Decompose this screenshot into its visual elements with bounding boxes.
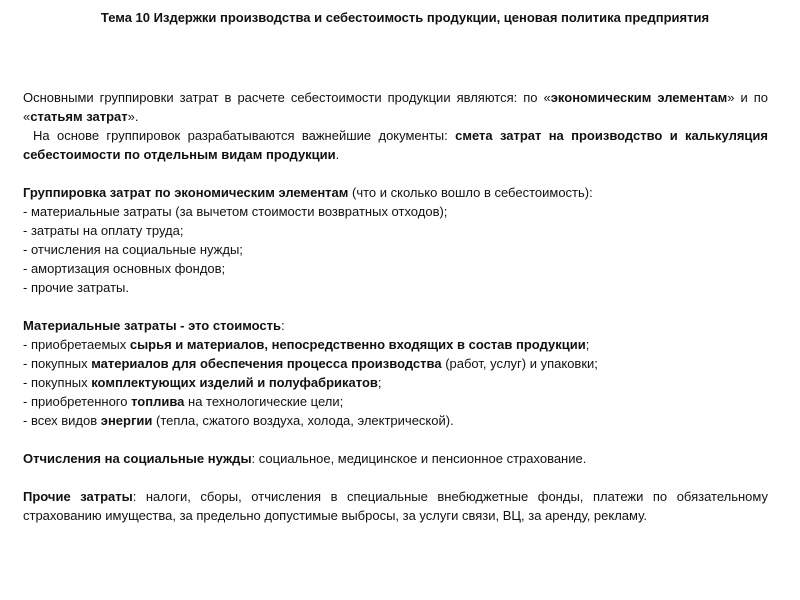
list-item: [23, 335, 768, 354]
section-heading: Группировка затрат по экономическим элементам: [23, 185, 349, 200]
spacer: [23, 468, 768, 487]
section-text: : социальное, медицинское и пенсионное страхование.: [251, 451, 587, 466]
section-heading: Материальные затраты - это стоимость: [23, 318, 282, 333]
list-term: топлива: [131, 394, 185, 409]
list-text: (работ, услуг) и упаковки;: [441, 356, 598, 371]
section-text: : налоги, сборы, отчисления в специальные внебюджетные фонды, платежи по обязательному страхованию имущества, за предельно допустимые выбросы, за услуги связи, ВЦ, за аренду, рекламу.: [23, 489, 768, 523]
slide-body: [23, 88, 768, 525]
social-contributions-paragraph: [23, 449, 768, 468]
intro-text: Основными группировки затрат в расчете себестоимости продукции являются: по «: [23, 90, 551, 105]
economic-elements-heading: [23, 183, 768, 202]
list-text: - покупных: [23, 375, 92, 390]
other-costs-paragraph: [23, 487, 768, 525]
material-costs-heading: [23, 316, 768, 335]
section-heading: Прочие затраты: [23, 489, 133, 504]
spacer: [23, 164, 768, 183]
list-text: ;: [585, 337, 590, 352]
intro-text: .: [335, 147, 340, 162]
list-text: на технологические цели;: [184, 394, 344, 409]
intro-term-economic-elements: экономическим элементам: [550, 90, 728, 105]
intro-term-cost-items: статьям затрат: [30, 109, 128, 124]
slide-title: Тема 10 Издержки производства и себестоимость продукции, ценовая политика предприятия: [100, 10, 710, 25]
intro-text: » и по «: [23, 90, 768, 124]
list-item: [23, 373, 768, 392]
list-item: - затраты на оплату труда;: [23, 223, 184, 238]
section-heading-note: (что и сколько вошло в себестоимость):: [348, 185, 593, 200]
list-text: - приобретенного: [23, 394, 132, 409]
list-item: - амортизация основных фондов;: [23, 261, 226, 276]
intro-paragraph-documents: [23, 126, 768, 164]
list-item: [23, 354, 768, 373]
intro-term-documents: смета затрат на производство и калькуляция себестоимости по отдельным видам продукции: [23, 128, 768, 162]
intro-text: На основе группировок разрабатываются важнейшие документы:: [33, 128, 456, 143]
list-term: комплектующих изделий и полуфабрикатов: [91, 375, 378, 390]
spacer: [23, 297, 768, 316]
intro-paragraph-groupings: [23, 88, 768, 126]
list-item: - материальные затраты (за вычетом стоимости возвратных отходов);: [23, 204, 448, 219]
list-term: материалов для обеспечения процесса производства: [91, 356, 442, 371]
list-term: энергии: [100, 413, 153, 428]
list-text: - приобретаемых: [23, 337, 130, 352]
section-heading-note: :: [281, 318, 285, 333]
spacer: [23, 430, 768, 449]
list-text: - покупных: [23, 356, 92, 371]
intro-text: ».: [127, 109, 139, 124]
list-text: - всех видов: [23, 413, 101, 428]
list-item: - прочие затраты.: [23, 280, 129, 295]
list-item: [23, 392, 768, 411]
list-item: [23, 411, 768, 430]
list-text: (тепла, сжатого воздуха, холода, электрической).: [152, 413, 454, 428]
section-heading: Отчисления на социальные нужды: [23, 451, 252, 466]
list-term: сырья и материалов, непосредственно входящих в состав продукции: [129, 337, 586, 352]
list-item: - отчисления на социальные нужды;: [23, 242, 243, 257]
list-text: ;: [377, 375, 382, 390]
